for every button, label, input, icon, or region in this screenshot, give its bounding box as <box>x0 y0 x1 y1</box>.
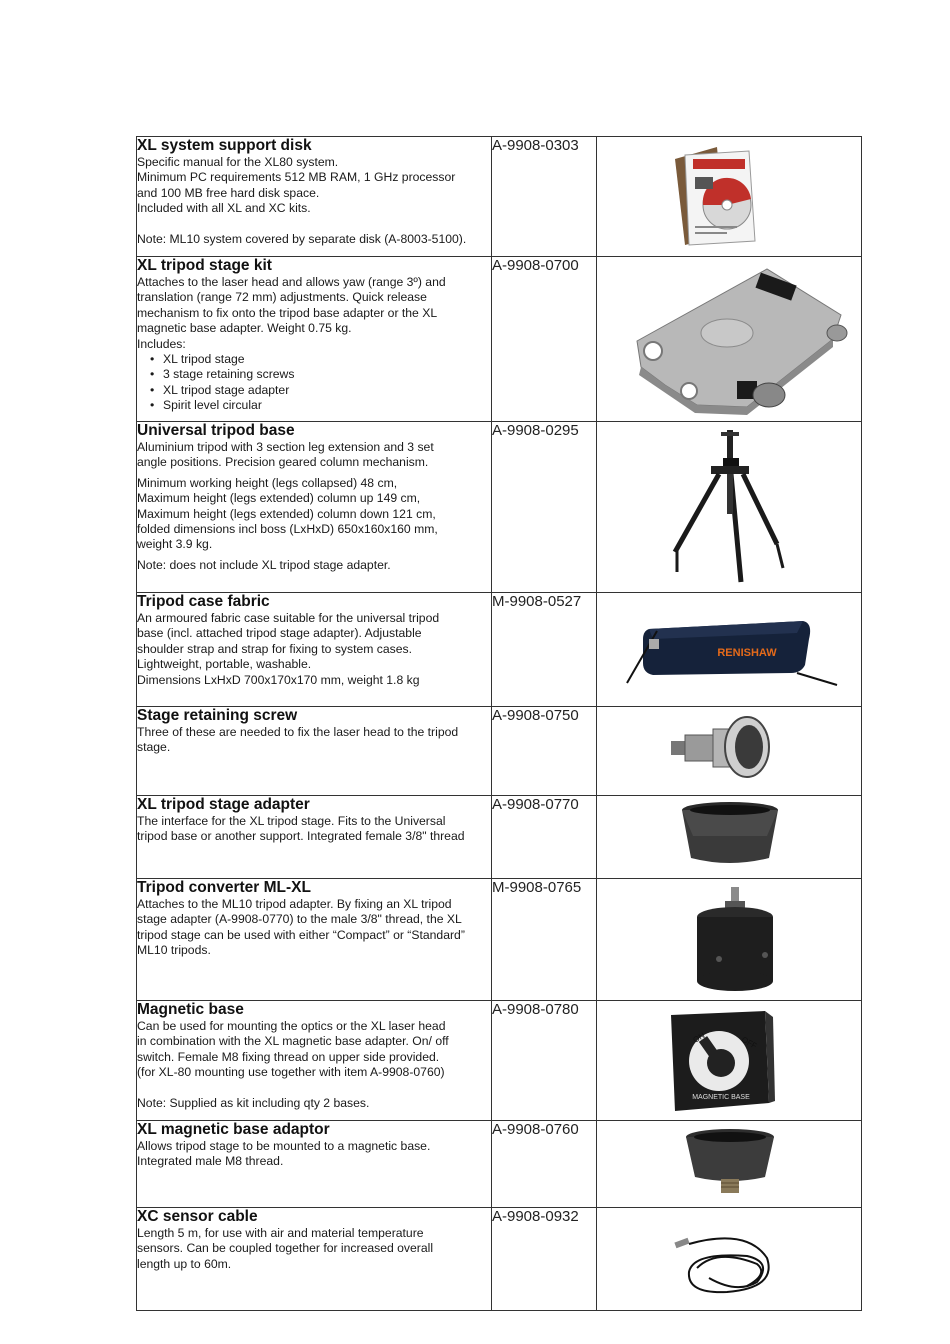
description-line: The interface for the XL tripod stage. Fits to the Universal <box>137 814 446 828</box>
product-image-cell <box>597 879 862 1001</box>
tripod-base-image <box>597 422 861 591</box>
description-line: ML10 tripods. <box>137 943 211 958</box>
list-item: • Spirit level circular <box>163 398 491 413</box>
product-title: Magnetic base <box>137 1001 244 1018</box>
product-description-cell <box>137 137 492 257</box>
description-line: Specific manual for the XL80 system. <box>137 155 339 169</box>
part-number: A-9908-0295 <box>492 422 597 593</box>
description-line: Included with all XL and XC kits. <box>137 201 311 216</box>
detail-line: Maximum height (legs extended) column up 149 cm, <box>137 491 421 506</box>
product-description-cell <box>137 1208 492 1311</box>
product-image-cell <box>597 422 862 593</box>
description-line: Includes: <box>137 336 186 351</box>
product-row <box>137 593 862 707</box>
product-description-cell <box>137 257 492 422</box>
description-line: stage. <box>137 740 171 755</box>
product-image-cell <box>597 796 862 879</box>
part-number: A-9908-0750 <box>492 707 597 796</box>
description-line: shoulder strap and strap for fixing to system cases. <box>137 641 413 656</box>
magnetic-base-image <box>597 1001 861 1119</box>
description-line: translation (range 72 mm) adjustments. Quick release <box>137 290 427 305</box>
description-line: Integrated male M8 thread. <box>137 1154 284 1169</box>
description-line: Can be used for mounting the optics or the XL laser head <box>137 1019 446 1033</box>
sensor-cable-image <box>597 1208 861 1309</box>
description-line: stage adapter (A-9908-0770) to the male 3/8" thread, the XL <box>137 912 462 927</box>
description-line: length up to 60m. <box>137 1256 232 1271</box>
description-line: tripod stage can be used with either “Compact” or “Standard” <box>137 927 465 942</box>
description-line: base (incl. attached tripod stage adapter). Adjustable <box>137 626 422 641</box>
magnetic-base-adaptor-image <box>597 1121 861 1206</box>
product-row <box>137 879 862 1001</box>
list-item: • XL tripod stage <box>163 352 491 367</box>
on-label: ON <box>691 1030 707 1045</box>
off-label: OFF <box>740 1034 759 1051</box>
magnetic-base-label: MAGNETIC BASE <box>692 1094 750 1101</box>
retaining-screw-image <box>597 707 861 794</box>
description-line: Allows tripod stage to be mounted to a magnetic base. <box>137 1139 431 1153</box>
product-image-cell <box>597 257 862 422</box>
stage-adapter-image <box>597 796 861 877</box>
description-line: Three of these are needed to fix the laser head to the tripod <box>137 725 459 739</box>
detail-line: folded dimensions incl boss (LxHxD) 650x160x160 mm, <box>137 522 438 537</box>
part-number: A-9908-0770 <box>492 796 597 879</box>
part-number: A-9908-0780 <box>492 1001 597 1121</box>
product-title: XL magnetic base adaptor <box>137 1121 330 1138</box>
description-line: mechanism to fix onto the tripod base adapter or the XL <box>137 305 438 320</box>
product-title: XC sensor cable <box>137 1208 258 1225</box>
product-image-cell <box>597 1208 862 1311</box>
product-title: Tripod converter ML-XL <box>137 879 311 896</box>
product-description-cell <box>137 422 492 593</box>
tripod-case-image <box>597 593 861 705</box>
detail-line: Minimum working height (legs collapsed) 48 cm, <box>137 475 398 490</box>
description-line: magnetic base adapter. Weight 0.75 kg. <box>137 321 352 336</box>
product-note: Note: does not include XL tripod stage adapter. <box>137 557 391 572</box>
product-description-cell <box>137 879 492 1001</box>
tripod-converter-image <box>597 879 861 999</box>
product-row <box>137 796 862 879</box>
part-number: A-9908-0700 <box>492 257 597 422</box>
product-image-cell <box>597 137 862 257</box>
product-note: Note: ML10 system covered by separate disk (A-8003-5100). <box>137 231 467 246</box>
product-title: XL system support disk <box>137 137 312 154</box>
product-title: Universal tripod base <box>137 422 295 439</box>
detail-line: Maximum height (legs extended) column down 121 cm, <box>137 506 436 521</box>
description-line: Aluminium tripod with 3 section leg extension and 3 set <box>137 440 434 454</box>
product-title: XL tripod stage kit <box>137 257 272 274</box>
list-item: • 3 stage retaining screws <box>163 367 491 382</box>
description-line: Minimum PC requirements 512 MB RAM, 1 GHz processor <box>137 170 456 185</box>
product-table <box>136 136 862 1311</box>
description-line: sensors. Can be coupled together for increased overall <box>137 1241 434 1256</box>
description-line: angle positions. Precision geared column mechanism. <box>137 455 429 470</box>
description-line: Length 5 m, for use with air and material temperature <box>137 1226 424 1240</box>
description-line: tripod base or another support. Integrated female 3/8" thread <box>137 829 465 844</box>
description-line: Attaches to the ML10 tripod adapter. By fixing an XL tripod <box>137 897 452 911</box>
part-number: A-9908-0303 <box>492 137 597 257</box>
part-number: A-9908-0932 <box>492 1208 597 1311</box>
description-line: Lightweight, portable, washable. <box>137 657 312 672</box>
description-line: An armoured fabric case suitable for the universal tripod <box>137 611 440 625</box>
description-line: switch. Female M8 fixing thread on upper side provided. <box>137 1049 440 1064</box>
product-row <box>137 1121 862 1208</box>
product-title: XL tripod stage adapter <box>137 796 310 813</box>
product-title: Stage retaining screw <box>137 707 298 724</box>
product-row <box>137 422 862 593</box>
product-image-cell <box>597 1001 862 1121</box>
detail-line: weight 3.9 kg. <box>137 537 213 552</box>
product-note: Note: Supplied as kit including qty 2 bases. <box>137 1095 370 1110</box>
product-description-cell <box>137 1001 492 1121</box>
product-row <box>137 137 862 257</box>
product-description-cell <box>137 796 492 879</box>
part-number: M-9908-0527 <box>492 593 597 707</box>
product-description-cell <box>137 707 492 796</box>
product-image-cell <box>597 1121 862 1208</box>
description-line: Attaches to the laser head and allows yaw (range 3º) and <box>137 275 446 289</box>
product-row <box>137 1208 862 1311</box>
product-description-cell <box>137 593 492 707</box>
tripod-stage-image <box>597 257 861 420</box>
part-number: M-9908-0765 <box>492 879 597 1001</box>
case-brand-label: RENISHAW <box>717 647 777 659</box>
product-image-cell <box>597 707 862 796</box>
product-row <box>137 257 862 422</box>
product-image-cell <box>597 593 862 707</box>
part-number: A-9908-0760 <box>492 1121 597 1208</box>
description-line: Dimensions LxHxD 700x170x170 mm, weight 1.8 kg <box>137 672 420 687</box>
product-row <box>137 707 862 796</box>
product-row <box>137 1001 862 1121</box>
description-line: and 100 MB free hard disk space. <box>137 185 320 200</box>
product-title: Tripod case fabric <box>137 593 270 610</box>
description-line: in combination with the XL magnetic base adapter. On/ off <box>137 1034 449 1049</box>
list-item: • XL tripod stage adapter <box>163 383 491 398</box>
product-description-cell <box>137 1121 492 1208</box>
support-disk-image <box>597 137 861 255</box>
description-line: (for XL-80 mounting use together with item A-9908-0760) <box>137 1065 445 1080</box>
includes-list <box>137 352 491 414</box>
